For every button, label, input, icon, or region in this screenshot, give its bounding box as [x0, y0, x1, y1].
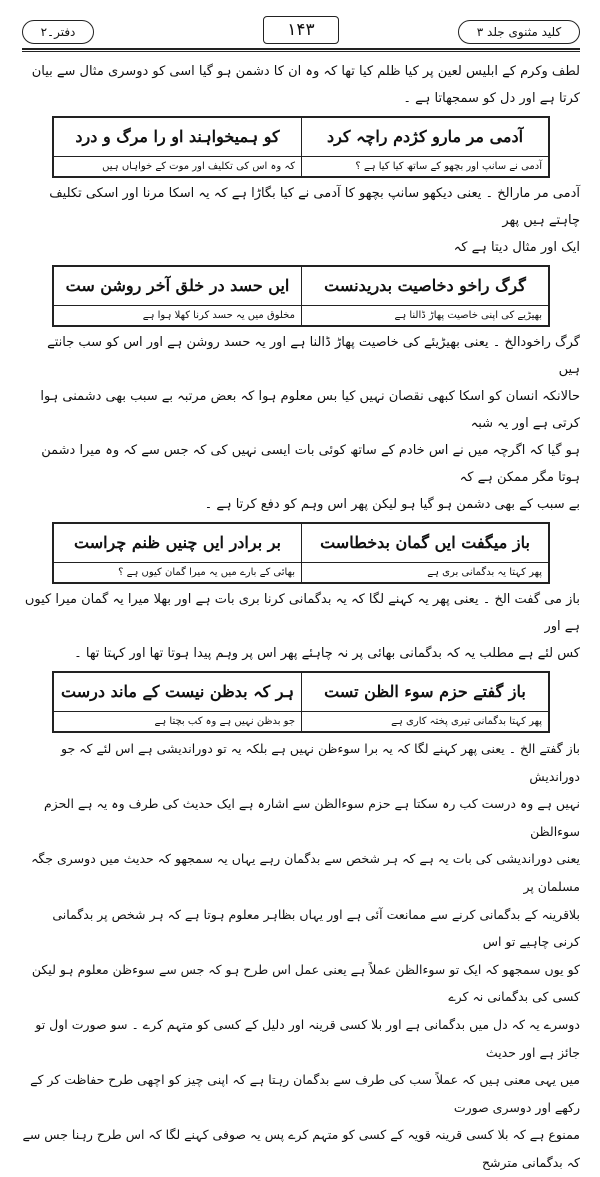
book-title-label: کلید مثنوی جلد ۳ — [458, 20, 580, 44]
commentary-line: میں یہی معنی ہیں کہ عملاً سب کی طرف سے بدگمان رہتا ہے کہ اپنی چیز کو اچھی طرح حفاظت کر کے رکھے اور دوسری صورت — [30, 1072, 580, 1115]
page-header — [22, 14, 580, 58]
couplet-box — [52, 265, 550, 327]
commentary-line: باز گفتے الخ ۔ یعنی پھر کہنے لگا کہ یہ برا سوءظن نہیں ہے بلکہ یہ تو دوراندیشی ہے اس لئے کہ جو دوراندیش — [61, 741, 580, 784]
prose-line: ہو گیا کہ اگرچہ میں نے اس خادم کے ساتھ کوئی بات ایسی نہیں کی کہ جس سے کہ وہ میرا دشمن ہوتا مگر ممکن ہے کہ — [41, 443, 580, 485]
prose-line: کس لئے ہے مطلب یہ کہ بدگمانی بھائی پر نہ چاہئے پھر اس پر وہم پیدا ہوتا تھا اور کہتا تھا ۔ — [74, 646, 580, 661]
verse-first-hemistich: باز گفتے حزم سوء الظن تست — [301, 673, 548, 712]
translation-first: پھر کہتا یہ بدگمانی بری ہے — [301, 563, 548, 582]
page-content — [22, 58, 580, 733]
translation-first: پھر کہتا بدگمانی تیری پختہ کاری ہے — [301, 712, 548, 731]
commentary-line: نہیں ہے وہ درست کب رہ سکتا ہے حزم سوءالظن سے اشارہ ہے ایک حدیث کی طرف وہ یہ ہے الحزم سوءالظن — [43, 796, 580, 839]
prose-line: بے سبب کے بھی دشمن ہو گیا ہو لیکن پھر اس وہم کو دفع کرتا ہے ۔ — [204, 497, 580, 512]
header-rule-thin — [22, 51, 580, 52]
verse-second-hemistich: کو ہمیخواہند او را مرگ و درد — [54, 118, 301, 157]
couplet-box — [52, 116, 550, 178]
couplet-box — [52, 671, 550, 733]
couplet-box — [52, 522, 550, 584]
verse-second-hemistich: ایں حسد در خلق آخر روشن ست — [54, 267, 301, 306]
book-page — [22, 14, 580, 1170]
commentary-line: دوسرے یہ کہ دل میں بدگمانی ہے اور بلا کسی قرینہ اور دلیل کے کسی کو متہم کرے ۔ سو صورت اول تو جائز ہے اور حدیث — [35, 1016, 580, 1060]
prose-line: باز می گفت الخ ۔ یعنی پھر یہ کہنے لگا کہ یہ بدگمانی کرنا بری بات ہے اور بھلا میرا یہ گمان میرا کیوں ہے اور — [24, 592, 580, 634]
verse-second-hemistich: بر برادر ایں چنیں ظنم چراست — [54, 524, 301, 563]
prose-line: حالانکہ انسان کو اسکا کبھی نقصان نہیں کیا بس معلوم ہوا کہ بعض مرتبہ بے سبب بھی دشمنی ہوا کرتی ہے اور یہ شبہ — [40, 389, 580, 431]
page-number: ۱۴۳ — [263, 16, 339, 44]
commentary-line: یعنی دوراندیشی کی بات یہ ہے کہ ہر شخص سے بدگمان رہے یہاں یہ سمجھو کہ حدیث میں دوسری جگہ مسلمان پر — [31, 851, 580, 894]
commentary-line: بلاقرینہ کے بدگمانی کرنے سے ممانعت آئی ہے اور یہاں بظاہر معلوم ہوتا ہے کہ ہر شخص پر بدگمانی کرنی چاہیے تو اس — [52, 906, 580, 950]
commentary-line: ممنوع ہے کہ بلا کسی قرینہ قویہ کے کسی کو متہم کرے پس یہ صوفی کہنے لگا کہ اس طرح رہنا جس سے کہ بدگمانی مترشح — [22, 1127, 580, 1170]
volume-label: دفتر۔۲ — [22, 20, 94, 44]
prose-line: لطف وکرم کے ابلیس لعین پر کیا ظلم کیا تھا کہ وہ ان کا دشمن ہو گیا اسی کو دوسری مثال سے بیان کرتا ہے اور دل کو سمجھاتا ہے ۔ — [31, 64, 580, 106]
verse-second-hemistich: ہر کہ بدظن نیست کے ماند درست — [54, 673, 301, 712]
verse-first-hemistich: آدمی مر مارو کژدم راچہ کرد — [301, 118, 548, 157]
translation-second: کہ وہ اس کی تکلیف اور موت کے خواہاں ہیں — [102, 161, 295, 172]
verse-first-hemistich: باز میگفت ایں گمان بدخطاست — [301, 524, 548, 563]
translation-second: بھائی کے بارے میں یہ میرا گمان کیوں ہے ؟ — [118, 567, 295, 578]
prose-line: گرگ راخودالخ ۔ یعنی بھیڑیئے کی خاصیت پھاڑ ڈالنا ہے اور یہ حسد روشن ہے اور اس کو سب جانتے ہیں — [47, 335, 580, 377]
prose-line: آدمی مر مارالخ ۔ یعنی دیکھو سانپ بچھو کا آدمی نے کیا بگاڑا ہے کہ یہ اسکا مرنا اور اسکی تکلیف چاہتے ہیں پھر — [49, 186, 580, 228]
translation-first: بھیڑیے کی اپنی خاصیت پھاڑ ڈالنا ہے — [301, 306, 548, 325]
translation-first: آدمی نے سانپ اور بچھو کے ساتھ کیا کیا ہے ؟ — [301, 157, 548, 176]
prose-line: ایک اور مثال دیتا ہے کہ — [453, 240, 580, 255]
translation-second: مخلوق میں یہ حسد کرنا کھلا ہوا ہے — [142, 310, 295, 321]
verse-first-hemistich: گرگ راخو دخاصیت بدریدنست — [301, 267, 548, 306]
header-rule — [22, 48, 580, 50]
translation-second: جو بدظن نہیں ہے وہ کب بچتا ہے — [154, 716, 295, 727]
closing-commentary — [22, 735, 580, 1177]
commentary-line: کو یوں سمجھو کہ ایک تو سوءالظن عملاً ہے یعنی عمل اس طرح ہو کہ جس سے سوءظن معلوم ہو لیکن کسی کی بدگمانی نہ کرے — [31, 961, 580, 1005]
